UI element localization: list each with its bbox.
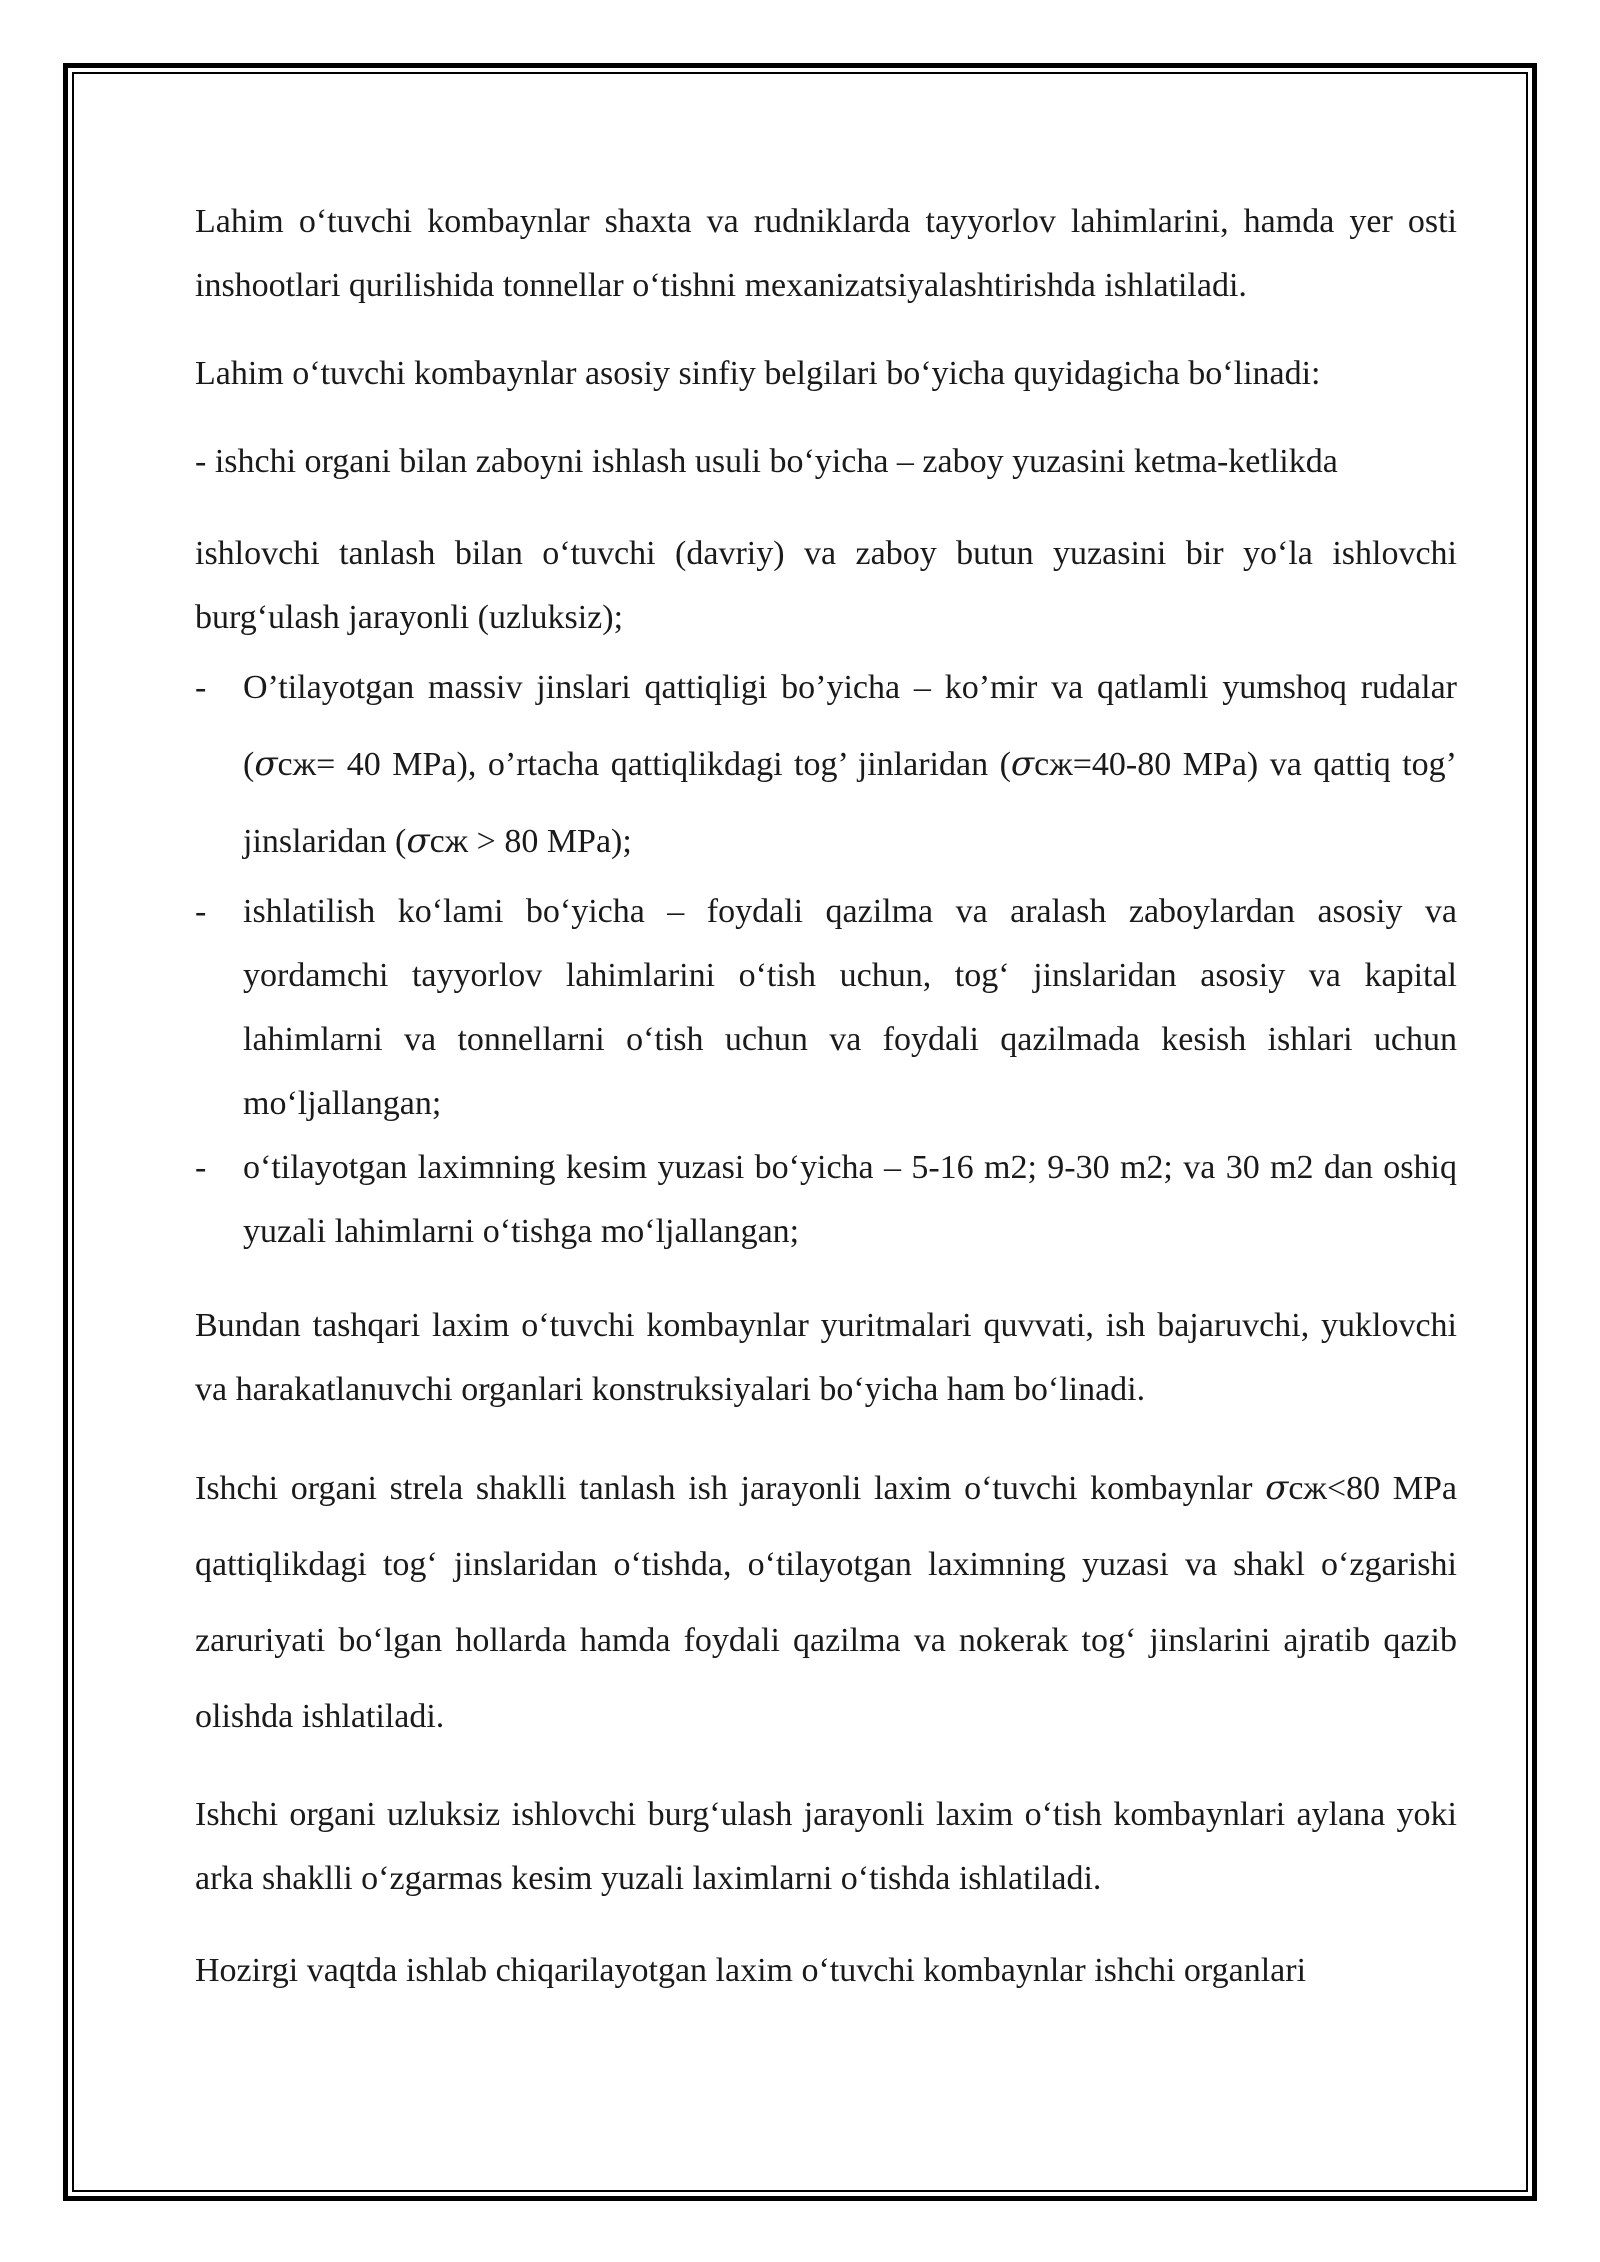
sigma-symbol: σ	[406, 821, 430, 861]
bullet-text: O’tilayotgan massiv jinslari qattiqligi bo’yicha – ko’mir va qatlamli yumshoq rudalar (	[243, 669, 1457, 783]
paragraph-3: - ishchi organi bilan zaboyni ishlash usuli bo‘yicha – zaboy yuzasini ketma-ketlikda	[195, 443, 1338, 480]
paragraph-8: Hozirgi vaqtda ishlab chiqarilayotgan laxim o‘tuvchi kombaynlar ishchi organlari	[195, 1952, 1307, 1989]
document-body	[195, 190, 1457, 2003]
sigma-symbol: σ	[254, 744, 278, 784]
bullet-text: o‘tilayotgan laximning kesim yuzasi bo‘yicha – 5-16 m2; 9-30 m2; va 30 m2 dan oshiq yuzali lahimlarni o‘tishga mo‘ljallangan;	[243, 1149, 1457, 1250]
bullet-dash: -	[195, 1149, 207, 1186]
bullet-item-usage	[195, 880, 1457, 1136]
paragraph-4: ishlovchi tanlash bilan o‘tuvchi (davriy) va zaboy butun yuzasini bir yo‘la ishlovchi burg‘ulash jarayonli (uzluksiz);	[195, 535, 1457, 636]
bullet-dash: -	[195, 669, 207, 706]
sigma-symbol: σ	[1010, 744, 1035, 784]
sigma-symbol: σ	[1265, 1468, 1289, 1508]
paragraph-5: Bundan tashqari laxim o‘tuvchi kombaynlar yuritmalari quvvati, ish bajaruvchi, yuklovchi va harakatlanuvchi organlari konstruksiyalari bo‘yicha ham bo‘linadi.	[195, 1307, 1457, 1408]
bullet-item-section	[195, 1136, 1457, 1264]
paragraph-text: сж<80 MPa qattiqlikdagi tog‘ jinslaridan o‘tishda, o‘tilayotgan laximning yuzasi va shakl o‘zgarishi zaruriyati bo‘lgan hollarda hamda foydali qazilma va nokerak tog‘ jinslarini ajratib qazib olishda ishlatiladi.	[195, 1470, 1457, 1735]
bullet-item-hardness	[195, 650, 1457, 880]
paragraph-2: Lahim o‘tuvchi kombaynlar asosiy sinfiy belgilari bo‘yicha quyidagicha bo‘linadi:	[195, 355, 1321, 392]
paragraph-1: Lahim o‘tuvchi kombaynlar shaxta va rudniklarda tayyorlov lahimlarini, hamda yer osti inshootlari qurilishida tonnellar o‘tishni mexanizatsiyalashtirishda ishlatiladi.	[195, 203, 1457, 304]
bullet-text: сж=40-80 MPa) va qattiq tog’ jinslaridan (	[243, 746, 1458, 860]
bullet-text: ishlatilish ko‘lami bo‘yicha – foydali qazilma va aralash zaboylardan asosiy va yordamchi tayyorlov lahimlarini o‘tish uchun, tog‘ jinslaridan asosiy va kapital lahimlarni va tonnellarni o‘tish uchun va foydali qazilmada kesish ishlari uchun mo‘ljallangan;	[243, 893, 1457, 1122]
bullet-text: сж= 40 MPa), o’rtacha qattiqlikdagi tog’ jinlaridan (	[277, 746, 1011, 783]
bullet-text: сж > 80 MPa);	[429, 823, 632, 860]
paragraph-text: Ishchi organi strela shaklli tanlash ish jarayonli laxim o‘tuvchi kombaynlar	[195, 1470, 1253, 1507]
paragraph-7: Ishchi organi uzluksiz ishlovchi burg‘ulash jarayonli laxim o‘tish kombaynlari aylana yoki arka shaklli o‘zgarmas kesim yuzali laximlarni o‘tishda ishlatiladi.	[195, 1796, 1457, 1897]
paragraph-6	[195, 1450, 1457, 1755]
bullet-dash: -	[195, 893, 207, 930]
